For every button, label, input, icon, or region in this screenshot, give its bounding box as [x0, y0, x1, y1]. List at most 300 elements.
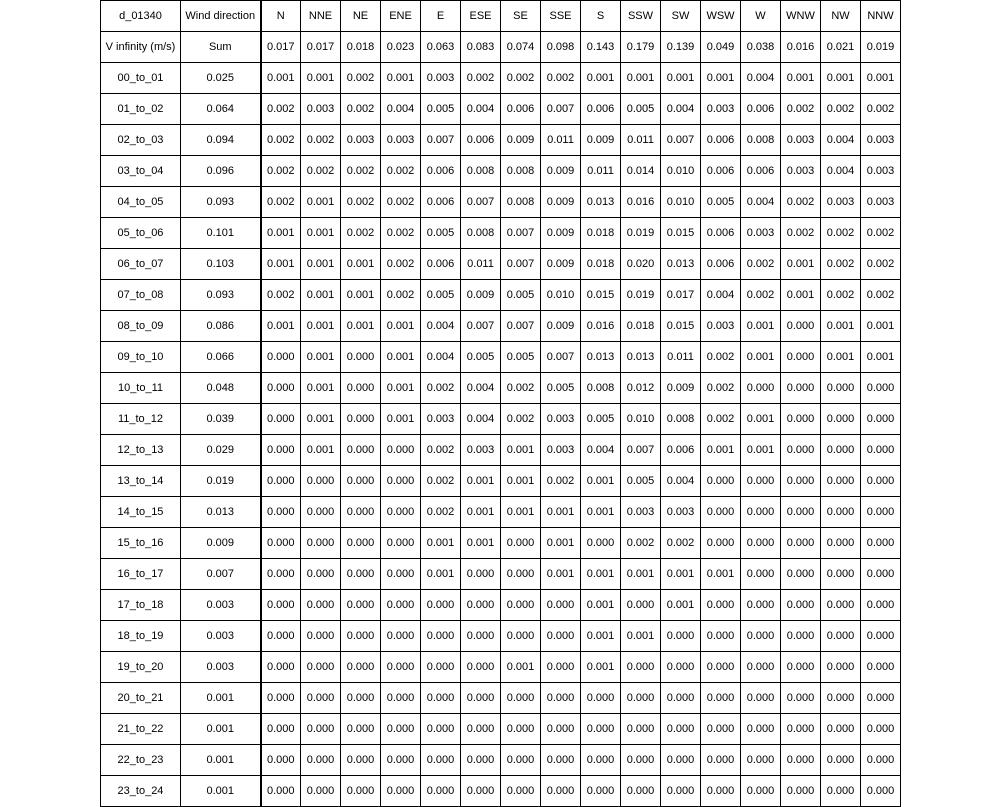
- frequency-cell: 0.005: [501, 280, 541, 311]
- frequency-cell: 0.002: [381, 187, 421, 218]
- sum-row: [101, 32, 901, 63]
- frequency-cell: 0.000: [861, 528, 901, 559]
- row-sum-cell: 0.001: [181, 776, 261, 807]
- frequency-cell: 0.002: [861, 280, 901, 311]
- frequency-cell: 0.001: [261, 218, 301, 249]
- frequency-cell: 0.003: [661, 497, 701, 528]
- frequency-cell: 0.000: [541, 776, 581, 807]
- direction-header-n: N: [261, 1, 301, 32]
- frequency-cell: 0.010: [661, 187, 701, 218]
- wind-direction-header: Wind direction: [181, 1, 261, 32]
- frequency-cell: 0.006: [701, 218, 741, 249]
- direction-header-ssw: SSW: [621, 1, 661, 32]
- direction-sum-cell: 0.143: [581, 32, 621, 63]
- frequency-cell: 0.000: [821, 559, 861, 590]
- frequency-cell: 0.010: [621, 404, 661, 435]
- frequency-cell: 0.005: [461, 342, 501, 373]
- frequency-cell: 0.007: [501, 311, 541, 342]
- frequency-cell: 0.000: [821, 652, 861, 683]
- frequency-cell: 0.001: [821, 342, 861, 373]
- frequency-cell: 0.004: [821, 156, 861, 187]
- table-row: [101, 745, 901, 776]
- direction-sum-cell: 0.139: [661, 32, 701, 63]
- frequency-cell: 0.018: [621, 311, 661, 342]
- frequency-cell: 0.009: [541, 187, 581, 218]
- frequency-cell: 0.000: [621, 652, 661, 683]
- frequency-cell: 0.002: [821, 218, 861, 249]
- frequency-cell: 0.001: [781, 280, 821, 311]
- frequency-cell: 0.003: [781, 125, 821, 156]
- speed-range-cell: 20_to_21: [101, 683, 181, 714]
- table-row: [101, 435, 901, 466]
- frequency-cell: 0.000: [821, 435, 861, 466]
- frequency-cell: 0.000: [381, 497, 421, 528]
- frequency-cell: 0.000: [461, 652, 501, 683]
- frequency-cell: 0.014: [621, 156, 661, 187]
- frequency-cell: 0.000: [661, 683, 701, 714]
- frequency-cell: 0.011: [661, 342, 701, 373]
- frequency-cell: 0.000: [581, 714, 621, 745]
- frequency-cell: 0.013: [581, 187, 621, 218]
- frequency-cell: 0.000: [261, 404, 301, 435]
- frequency-cell: 0.000: [381, 652, 421, 683]
- frequency-cell: 0.000: [861, 776, 901, 807]
- row-sum-cell: 0.039: [181, 404, 261, 435]
- frequency-cell: 0.000: [781, 435, 821, 466]
- frequency-cell: 0.002: [501, 63, 541, 94]
- frequency-cell: 0.002: [341, 94, 381, 125]
- frequency-cell: 0.000: [781, 714, 821, 745]
- frequency-cell: 0.001: [461, 466, 501, 497]
- frequency-cell: 0.002: [541, 466, 581, 497]
- frequency-cell: 0.002: [781, 218, 821, 249]
- frequency-cell: 0.001: [541, 497, 581, 528]
- table-row: [101, 311, 901, 342]
- frequency-cell: 0.003: [301, 94, 341, 125]
- frequency-cell: 0.001: [781, 63, 821, 94]
- frequency-cell: 0.007: [461, 187, 501, 218]
- frequency-cell: 0.000: [461, 621, 501, 652]
- speed-range-cell: 21_to_22: [101, 714, 181, 745]
- frequency-cell: 0.008: [581, 373, 621, 404]
- frequency-cell: 0.002: [261, 125, 301, 156]
- frequency-cell: 0.000: [341, 745, 381, 776]
- frequency-cell: 0.002: [861, 94, 901, 125]
- frequency-cell: 0.006: [421, 187, 461, 218]
- frequency-cell: 0.000: [741, 776, 781, 807]
- frequency-cell: 0.000: [621, 714, 661, 745]
- frequency-cell: 0.002: [261, 156, 301, 187]
- frequency-cell: 0.000: [821, 776, 861, 807]
- direction-sum-cell: 0.049: [701, 32, 741, 63]
- frequency-cell: 0.001: [381, 342, 421, 373]
- frequency-cell: 0.000: [821, 404, 861, 435]
- frequency-cell: 0.009: [581, 125, 621, 156]
- frequency-cell: 0.000: [261, 435, 301, 466]
- row-sum-cell: 0.064: [181, 94, 261, 125]
- frequency-cell: 0.000: [741, 528, 781, 559]
- row-sum-cell: 0.101: [181, 218, 261, 249]
- frequency-cell: 0.000: [461, 714, 501, 745]
- frequency-cell: 0.000: [261, 559, 301, 590]
- frequency-cell: 0.016: [621, 187, 661, 218]
- frequency-cell: 0.005: [501, 342, 541, 373]
- frequency-cell: 0.000: [301, 590, 341, 621]
- frequency-cell: 0.001: [821, 63, 861, 94]
- frequency-cell: 0.000: [701, 714, 741, 745]
- direction-header-nw: NW: [821, 1, 861, 32]
- frequency-cell: 0.000: [341, 528, 381, 559]
- frequency-cell: 0.020: [621, 249, 661, 280]
- frequency-cell: 0.001: [581, 466, 621, 497]
- frequency-cell: 0.004: [701, 280, 741, 311]
- direction-sum-cell: 0.016: [781, 32, 821, 63]
- frequency-cell: 0.002: [381, 249, 421, 280]
- frequency-cell: 0.002: [261, 280, 301, 311]
- frequency-cell: 0.004: [461, 94, 501, 125]
- frequency-cell: 0.007: [541, 94, 581, 125]
- frequency-cell: 0.006: [421, 156, 461, 187]
- row-sum-cell: 0.003: [181, 621, 261, 652]
- frequency-cell: 0.000: [301, 776, 341, 807]
- frequency-cell: 0.000: [501, 714, 541, 745]
- frequency-cell: 0.001: [501, 652, 541, 683]
- frequency-cell: 0.004: [741, 63, 781, 94]
- frequency-cell: 0.000: [421, 776, 461, 807]
- frequency-cell: 0.000: [301, 652, 341, 683]
- row-sum-cell: 0.007: [181, 559, 261, 590]
- speed-range-cell: 06_to_07: [101, 249, 181, 280]
- frequency-cell: 0.000: [821, 683, 861, 714]
- frequency-cell: 0.000: [861, 404, 901, 435]
- frequency-cell: 0.000: [781, 528, 821, 559]
- frequency-cell: 0.000: [341, 621, 381, 652]
- frequency-cell: 0.000: [501, 745, 541, 776]
- frequency-cell: 0.002: [341, 218, 381, 249]
- frequency-cell: 0.003: [541, 435, 581, 466]
- frequency-cell: 0.000: [781, 559, 821, 590]
- frequency-cell: 0.001: [581, 621, 621, 652]
- frequency-cell: 0.001: [741, 404, 781, 435]
- frequency-cell: 0.003: [421, 63, 461, 94]
- frequency-cell: 0.002: [261, 94, 301, 125]
- direction-sum-cell: 0.179: [621, 32, 661, 63]
- header-row: [101, 1, 901, 32]
- frequency-cell: 0.001: [381, 311, 421, 342]
- frequency-cell: 0.001: [701, 559, 741, 590]
- frequency-cell: 0.000: [781, 342, 821, 373]
- frequency-cell: 0.001: [661, 63, 701, 94]
- direction-sum-cell: 0.021: [821, 32, 861, 63]
- frequency-cell: 0.000: [261, 652, 301, 683]
- frequency-cell: 0.000: [381, 776, 421, 807]
- speed-range-cell: 01_to_02: [101, 94, 181, 125]
- frequency-cell: 0.007: [501, 218, 541, 249]
- frequency-cell: 0.000: [781, 776, 821, 807]
- frequency-cell: 0.001: [861, 63, 901, 94]
- speed-range-cell: 03_to_04: [101, 156, 181, 187]
- frequency-cell: 0.003: [821, 187, 861, 218]
- frequency-cell: 0.000: [301, 714, 341, 745]
- frequency-cell: 0.000: [541, 714, 581, 745]
- wind-frequency-table: [100, 0, 901, 807]
- frequency-cell: 0.016: [581, 311, 621, 342]
- frequency-cell: 0.002: [421, 435, 461, 466]
- frequency-cell: 0.000: [861, 652, 901, 683]
- frequency-cell: 0.000: [381, 745, 421, 776]
- frequency-cell: 0.005: [621, 466, 661, 497]
- frequency-cell: 0.003: [381, 125, 421, 156]
- frequency-cell: 0.009: [461, 280, 501, 311]
- frequency-cell: 0.005: [421, 218, 461, 249]
- frequency-cell: 0.000: [261, 776, 301, 807]
- frequency-cell: 0.000: [421, 621, 461, 652]
- frequency-cell: 0.002: [341, 187, 381, 218]
- frequency-cell: 0.000: [581, 745, 621, 776]
- frequency-cell: 0.019: [621, 280, 661, 311]
- frequency-cell: 0.001: [381, 373, 421, 404]
- frequency-cell: 0.000: [741, 621, 781, 652]
- speed-range-cell: 22_to_23: [101, 745, 181, 776]
- frequency-cell: 0.001: [661, 590, 701, 621]
- frequency-cell: 0.000: [341, 404, 381, 435]
- frequency-cell: 0.000: [781, 311, 821, 342]
- table-row: [101, 218, 901, 249]
- frequency-cell: 0.000: [661, 714, 701, 745]
- speed-range-cell: 02_to_03: [101, 125, 181, 156]
- frequency-cell: 0.000: [341, 714, 381, 745]
- frequency-cell: 0.010: [661, 156, 701, 187]
- frequency-cell: 0.000: [501, 590, 541, 621]
- frequency-cell: 0.000: [381, 621, 421, 652]
- direction-header-sse: SSE: [541, 1, 581, 32]
- speed-range-cell: 14_to_15: [101, 497, 181, 528]
- frequency-cell: 0.002: [781, 187, 821, 218]
- frequency-cell: 0.002: [701, 342, 741, 373]
- frequency-cell: 0.000: [621, 683, 661, 714]
- table-row: [101, 528, 901, 559]
- frequency-cell: 0.001: [301, 435, 341, 466]
- frequency-cell: 0.000: [781, 373, 821, 404]
- frequency-cell: 0.000: [421, 652, 461, 683]
- speed-label: V infinity (m/s): [101, 32, 181, 63]
- direction-sum-cell: 0.017: [261, 32, 301, 63]
- frequency-cell: 0.006: [741, 156, 781, 187]
- frequency-cell: 0.011: [621, 125, 661, 156]
- row-sum-cell: 0.096: [181, 156, 261, 187]
- table-row: [101, 187, 901, 218]
- frequency-cell: 0.007: [421, 125, 461, 156]
- row-sum-cell: 0.086: [181, 311, 261, 342]
- direction-sum-cell: 0.063: [421, 32, 461, 63]
- table-row: [101, 776, 901, 807]
- frequency-cell: 0.001: [301, 63, 341, 94]
- frequency-cell: 0.000: [461, 590, 501, 621]
- frequency-cell: 0.000: [541, 745, 581, 776]
- frequency-cell: 0.002: [421, 466, 461, 497]
- frequency-cell: 0.001: [341, 249, 381, 280]
- frequency-cell: 0.000: [741, 652, 781, 683]
- frequency-cell: 0.003: [861, 187, 901, 218]
- speed-range-cell: 08_to_09: [101, 311, 181, 342]
- frequency-cell: 0.000: [381, 466, 421, 497]
- direction-header-ne: NE: [341, 1, 381, 32]
- frequency-cell: 0.007: [501, 249, 541, 280]
- frequency-cell: 0.006: [741, 94, 781, 125]
- frequency-cell: 0.001: [621, 621, 661, 652]
- speed-range-cell: 07_to_08: [101, 280, 181, 311]
- frequency-cell: 0.002: [621, 528, 661, 559]
- frequency-cell: 0.000: [701, 745, 741, 776]
- frequency-cell: 0.013: [661, 249, 701, 280]
- table-row: [101, 466, 901, 497]
- frequency-cell: 0.001: [541, 559, 581, 590]
- frequency-cell: 0.000: [541, 652, 581, 683]
- frequency-cell: 0.003: [741, 218, 781, 249]
- frequency-cell: 0.003: [421, 404, 461, 435]
- frequency-cell: 0.000: [341, 683, 381, 714]
- frequency-cell: 0.000: [741, 559, 781, 590]
- frequency-cell: 0.000: [621, 745, 661, 776]
- frequency-cell: 0.005: [421, 94, 461, 125]
- frequency-cell: 0.001: [301, 311, 341, 342]
- frequency-cell: 0.008: [501, 156, 541, 187]
- frequency-cell: 0.000: [261, 590, 301, 621]
- frequency-cell: 0.009: [541, 218, 581, 249]
- row-sum-cell: 0.029: [181, 435, 261, 466]
- frequency-cell: 0.001: [341, 311, 381, 342]
- row-sum-cell: 0.003: [181, 652, 261, 683]
- frequency-cell: 0.015: [581, 280, 621, 311]
- speed-range-cell: 13_to_14: [101, 466, 181, 497]
- frequency-cell: 0.000: [781, 621, 821, 652]
- frequency-cell: 0.001: [421, 528, 461, 559]
- frequency-cell: 0.000: [421, 683, 461, 714]
- frequency-cell: 0.000: [341, 590, 381, 621]
- frequency-cell: 0.000: [781, 683, 821, 714]
- frequency-cell: 0.005: [541, 373, 581, 404]
- frequency-cell: 0.000: [661, 745, 701, 776]
- frequency-cell: 0.017: [661, 280, 701, 311]
- direction-header-w: W: [741, 1, 781, 32]
- frequency-cell: 0.000: [381, 683, 421, 714]
- frequency-cell: 0.002: [861, 249, 901, 280]
- frequency-cell: 0.001: [301, 187, 341, 218]
- frequency-cell: 0.002: [541, 63, 581, 94]
- speed-range-cell: 18_to_19: [101, 621, 181, 652]
- frequency-cell: 0.003: [861, 156, 901, 187]
- table-row: [101, 714, 901, 745]
- frequency-cell: 0.000: [701, 528, 741, 559]
- frequency-cell: 0.000: [781, 745, 821, 776]
- frequency-cell: 0.001: [341, 280, 381, 311]
- row-sum-cell: 0.009: [181, 528, 261, 559]
- frequency-cell: 0.000: [861, 590, 901, 621]
- speed-range-cell: 17_to_18: [101, 590, 181, 621]
- frequency-cell: 0.001: [741, 435, 781, 466]
- frequency-cell: 0.000: [341, 652, 381, 683]
- frequency-cell: 0.002: [741, 249, 781, 280]
- frequency-cell: 0.001: [581, 590, 621, 621]
- table-row: [101, 497, 901, 528]
- frequency-cell: 0.000: [821, 621, 861, 652]
- table-row: [101, 63, 901, 94]
- table-row: [101, 621, 901, 652]
- frequency-cell: 0.001: [261, 63, 301, 94]
- frequency-cell: 0.000: [341, 466, 381, 497]
- frequency-cell: 0.001: [581, 63, 621, 94]
- direction-header-nnw: NNW: [861, 1, 901, 32]
- direction-sum-cell: 0.019: [861, 32, 901, 63]
- frequency-cell: 0.000: [261, 745, 301, 776]
- speed-range-cell: 23_to_24: [101, 776, 181, 807]
- speed-range-cell: 09_to_10: [101, 342, 181, 373]
- frequency-cell: 0.000: [781, 466, 821, 497]
- frequency-cell: 0.004: [821, 125, 861, 156]
- frequency-cell: 0.011: [541, 125, 581, 156]
- frequency-cell: 0.002: [661, 528, 701, 559]
- frequency-cell: 0.000: [581, 683, 621, 714]
- frequency-cell: 0.000: [261, 342, 301, 373]
- frequency-cell: 0.015: [661, 311, 701, 342]
- frequency-cell: 0.008: [461, 218, 501, 249]
- frequency-cell: 0.002: [421, 497, 461, 528]
- frequency-cell: 0.002: [821, 94, 861, 125]
- speed-range-cell: 12_to_13: [101, 435, 181, 466]
- frequency-cell: 0.001: [541, 528, 581, 559]
- frequency-cell: 0.013: [581, 342, 621, 373]
- table-row: [101, 404, 901, 435]
- frequency-cell: 0.002: [501, 373, 541, 404]
- frequency-cell: 0.000: [741, 466, 781, 497]
- frequency-cell: 0.004: [741, 187, 781, 218]
- frequency-cell: 0.002: [341, 156, 381, 187]
- row-sum-cell: 0.093: [181, 280, 261, 311]
- frequency-cell: 0.000: [781, 652, 821, 683]
- frequency-cell: 0.003: [861, 125, 901, 156]
- frequency-cell: 0.000: [381, 435, 421, 466]
- row-sum-cell: 0.001: [181, 683, 261, 714]
- frequency-cell: 0.000: [861, 745, 901, 776]
- frequency-cell: 0.005: [581, 404, 621, 435]
- frequency-cell: 0.000: [381, 528, 421, 559]
- frequency-cell: 0.004: [421, 311, 461, 342]
- frequency-cell: 0.001: [461, 497, 501, 528]
- frequency-cell: 0.000: [741, 373, 781, 404]
- speed-range-cell: 00_to_01: [101, 63, 181, 94]
- frequency-cell: 0.008: [461, 156, 501, 187]
- frequency-cell: 0.004: [661, 466, 701, 497]
- frequency-cell: 0.000: [581, 776, 621, 807]
- frequency-cell: 0.005: [621, 94, 661, 125]
- frequency-cell: 0.000: [781, 590, 821, 621]
- frequency-cell: 0.000: [341, 497, 381, 528]
- speed-range-cell: 15_to_16: [101, 528, 181, 559]
- frequency-cell: 0.000: [781, 497, 821, 528]
- table-row: [101, 559, 901, 590]
- frequency-cell: 0.000: [741, 714, 781, 745]
- direction-header-ese: ESE: [461, 1, 501, 32]
- direction-header-sw: SW: [661, 1, 701, 32]
- frequency-cell: 0.000: [301, 466, 341, 497]
- row-sum-cell: 0.093: [181, 187, 261, 218]
- row-sum-cell: 0.025: [181, 63, 261, 94]
- frequency-cell: 0.002: [381, 156, 421, 187]
- table-row: [101, 125, 901, 156]
- frequency-cell: 0.000: [261, 373, 301, 404]
- frequency-cell: 0.001: [821, 311, 861, 342]
- frequency-cell: 0.000: [541, 683, 581, 714]
